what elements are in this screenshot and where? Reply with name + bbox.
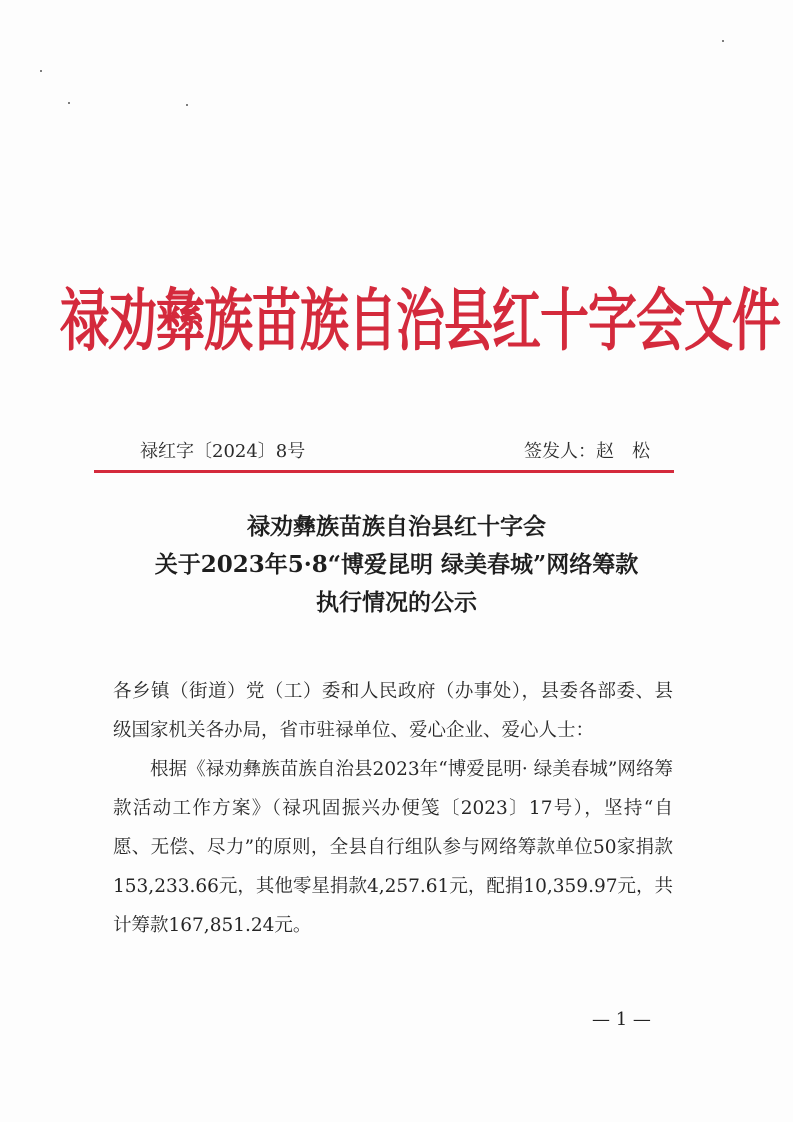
document-signer: 签发人：赵 松 — [524, 441, 650, 462]
red-separator-line — [94, 470, 674, 473]
document-meta-row — [140, 437, 650, 463]
notice-title-line: 禄劝彝族苗族自治县红十字会 — [247, 513, 546, 540]
notice-title-line: 执行情况的公示 — [316, 589, 477, 616]
notice-salutation: 各乡镇（街道）党（工）委和人民政府（办事处），县委各部委、县级国家机关各办局，省市驻禄单位、爱心企业、爱心人士： — [113, 681, 673, 741]
notice-paragraph: 根据《禄劝彝族苗族自治县2023年“博爱昆明· 绿美春城”网络筹款活动工作方案》（禄巩固振兴办便笺〔2023〕17号），坚持“自愿、无偿、尽力”的原则，全县自行组队参与网络筹款单位50家捐款153,233.66元，其他零星捐款4,257.61元，配捐10,359.97元，共计筹款167,851.24元。 — [113, 759, 673, 936]
notice-title — [80, 508, 713, 622]
page-number: — 1 — — [592, 1009, 651, 1030]
scan-speck — [186, 104, 188, 106]
document-masthead-title: 禄劝彝族苗族自治县红十字会文件 — [60, 281, 781, 361]
notice-body — [113, 672, 673, 945]
scan-speck — [68, 102, 70, 104]
notice-title-line: 关于2023年5·8“博爱昆明 绿美春城”网络筹款 — [154, 551, 639, 578]
scan-speck — [40, 70, 42, 72]
scan-speck — [722, 40, 724, 42]
document-number: 禄红字〔2024〕8号 — [140, 441, 306, 462]
